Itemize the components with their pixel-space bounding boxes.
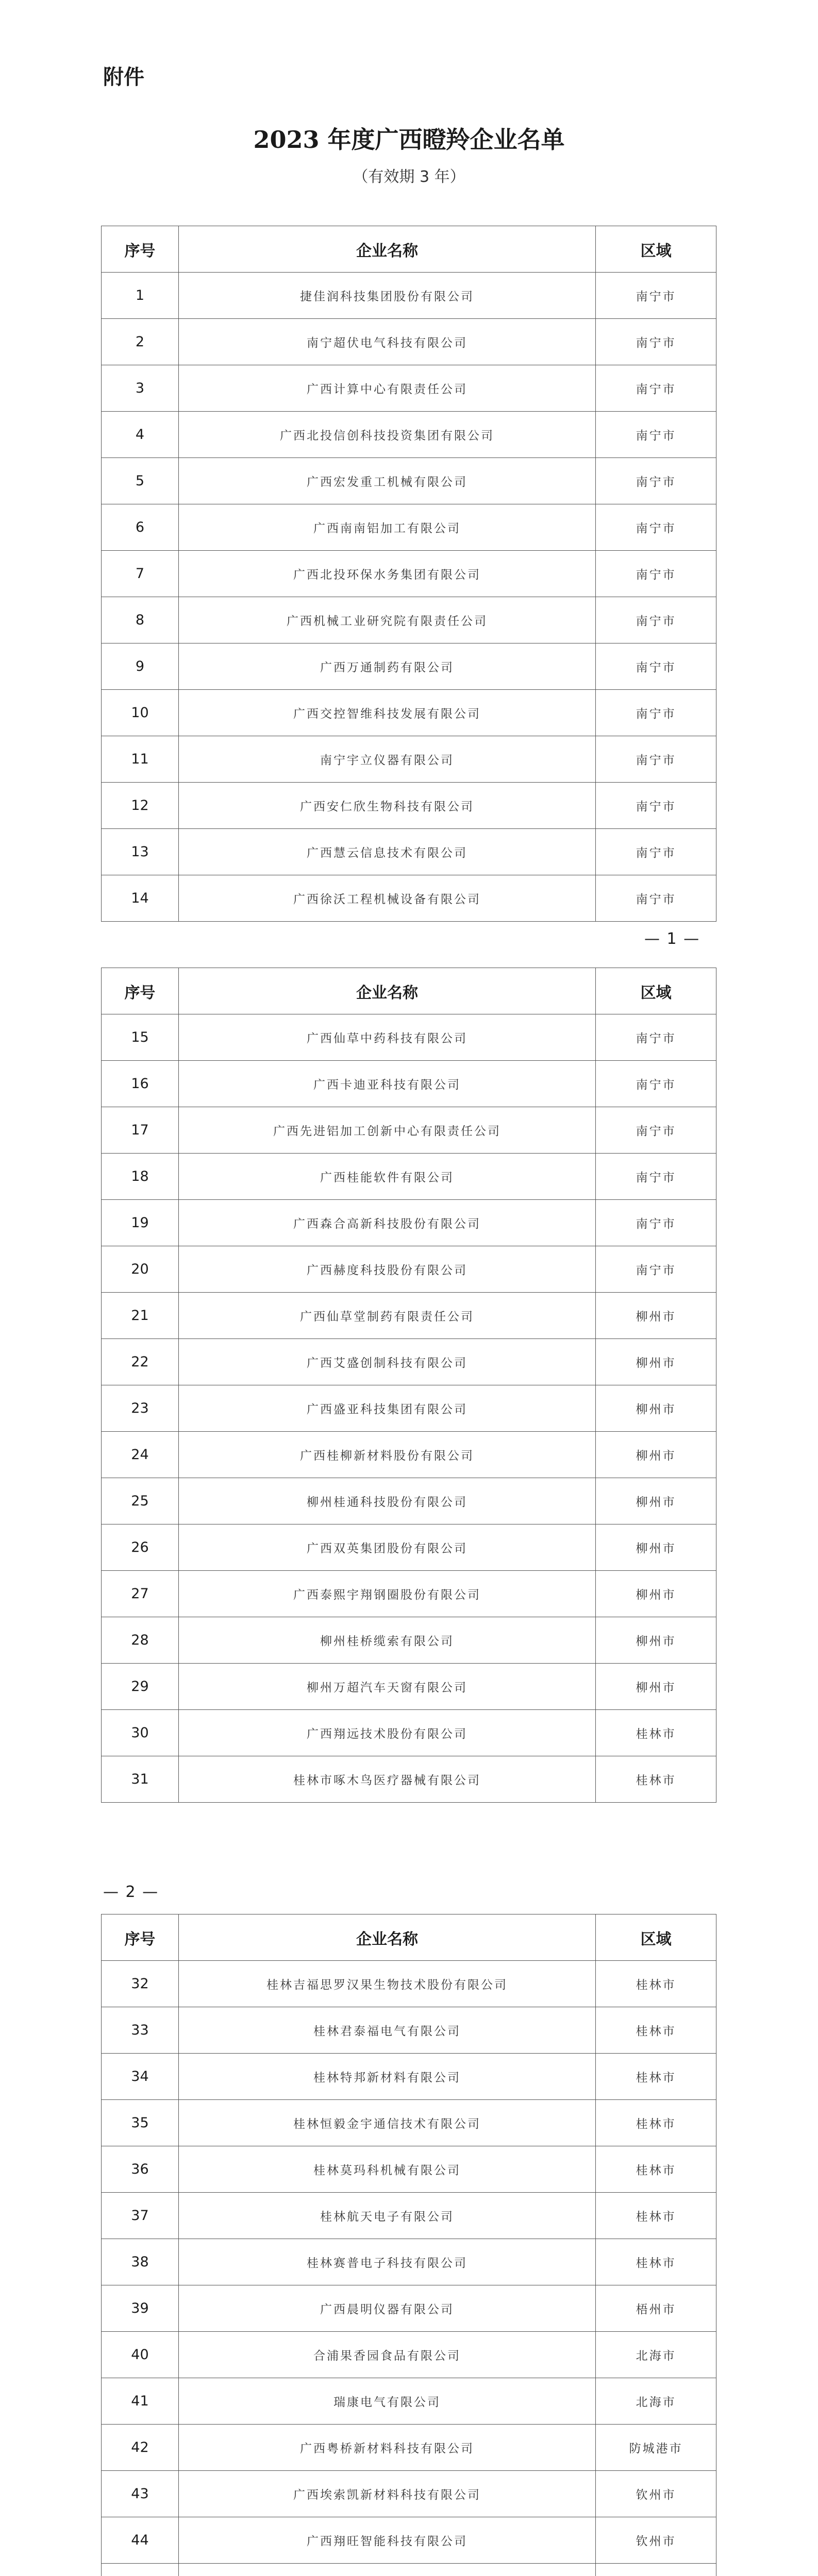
table-row	[102, 1385, 716, 1432]
row-index: 21	[102, 1293, 179, 1339]
company-name: 桂林莫玛科机械有限公司	[178, 2146, 595, 2193]
company-name: 广西森合高新科技股份有限公司	[178, 1200, 595, 1246]
row-index: 39	[102, 2285, 179, 2332]
table-row	[102, 1961, 716, 2007]
table-row	[102, 2471, 716, 2517]
region: 柳州市	[596, 1617, 716, 1664]
company-name: 桂林君泰福电气有限公司	[178, 2007, 595, 2054]
company-name: 桂林市啄木鸟医疗器械有限公司	[178, 1756, 595, 1803]
company-name: 广西先进铝加工创新中心有限责任公司	[178, 1107, 595, 1154]
region: 桂林市	[596, 1756, 716, 1803]
company-name: 广西卡迪亚科技有限公司	[178, 1061, 595, 1107]
region: 柳州市	[596, 1339, 716, 1385]
company-name: 南宁宇立仪器有限公司	[178, 736, 595, 783]
table-row	[102, 2100, 716, 2146]
company-name: 柳州万超汽车天窗有限公司	[178, 1664, 595, 1710]
region: 南宁市	[596, 273, 716, 319]
table-row	[102, 2054, 716, 2100]
region: 南宁市	[596, 551, 716, 597]
region: 南宁市	[596, 690, 716, 736]
row-index: 31	[102, 1756, 179, 1803]
region: 钦州市	[596, 2517, 716, 2564]
row-index: 7	[102, 551, 179, 597]
row-index: 14	[102, 875, 179, 922]
table-row	[102, 829, 716, 875]
company-name: 广西仙草堂制药有限责任公司	[178, 1293, 595, 1339]
table-row	[102, 2425, 716, 2471]
row-index: 4	[102, 412, 179, 458]
company-table	[101, 968, 716, 1803]
row-index: 17	[102, 1107, 179, 1154]
table-row	[102, 504, 716, 551]
region: 北海市	[596, 2378, 716, 2425]
region: 南宁市	[596, 736, 716, 783]
table-header-row	[102, 1914, 716, 1961]
table-row	[102, 875, 716, 922]
row-index: 43	[102, 2471, 179, 2517]
attachment-label: 附件	[103, 65, 144, 89]
table-row	[102, 1061, 716, 1107]
company-name: 广西翔远技术股份有限公司	[178, 1710, 595, 1756]
table-row	[102, 2378, 716, 2425]
row-index: 12	[102, 783, 179, 829]
company-name: 广西桂能软件有限公司	[178, 1154, 595, 1200]
company-name: 广西机械工业研究院有限责任公司	[178, 597, 595, 643]
region: 桂林市	[596, 2239, 716, 2285]
region: 柳州市	[596, 1664, 716, 1710]
row-index: 28	[102, 1617, 179, 1664]
table-row	[102, 1571, 716, 1617]
region: 钦州市	[596, 2471, 716, 2517]
company-name: 瑞康电气有限公司	[178, 2378, 595, 2425]
header-company-name: 企业名称	[178, 1914, 595, 1961]
header-index: 序号	[102, 1914, 179, 1961]
table-row	[102, 1154, 716, 1200]
region: 南宁市	[596, 875, 716, 922]
region: 桂林市	[596, 2007, 716, 2054]
table-row	[102, 1293, 716, 1339]
company-name: 广西北投环保水务集团有限公司	[178, 551, 595, 597]
table-row	[102, 551, 716, 597]
region: 柳州市	[596, 1432, 716, 1478]
region: 桂林市	[596, 1961, 716, 2007]
region: 柳州市	[596, 1571, 716, 1617]
row-index: 41	[102, 2378, 179, 2425]
company-name: 桂林恒毅金宇通信技术有限公司	[178, 2100, 595, 2146]
table-row	[102, 736, 716, 783]
table-header-row	[102, 226, 716, 273]
region: 南宁市	[596, 829, 716, 875]
header-region: 区域	[596, 968, 716, 1014]
row-index: 36	[102, 2146, 179, 2193]
row-index: 2	[102, 319, 179, 365]
row-index: 30	[102, 1710, 179, 1756]
table-row	[102, 2285, 716, 2332]
table-row	[102, 2564, 716, 2576]
row-index: 8	[102, 597, 179, 643]
table-row	[102, 2146, 716, 2193]
row-index: 27	[102, 1571, 179, 1617]
row-index: 10	[102, 690, 179, 736]
table-row	[102, 1432, 716, 1478]
region: 梧州市	[596, 2285, 716, 2332]
table-row	[102, 1664, 716, 1710]
company-name: 广西计算中心有限责任公司	[178, 365, 595, 412]
table-row	[102, 365, 716, 412]
table-row	[102, 1756, 716, 1803]
region: 南宁市	[596, 1154, 716, 1200]
company-name: 广西翔旺智能科技有限公司	[178, 2517, 595, 2564]
table-row	[102, 2007, 716, 2054]
table-row	[102, 458, 716, 504]
company-name: 桂林航天电子有限公司	[178, 2193, 595, 2239]
table-row	[102, 2193, 716, 2239]
region: 桂林市	[596, 2146, 716, 2193]
region: 桂林市	[596, 1710, 716, 1756]
company-name	[178, 2564, 595, 2576]
table-row	[102, 2517, 716, 2564]
row-index: 13	[102, 829, 179, 875]
region: 南宁市	[596, 458, 716, 504]
table-header-row	[102, 968, 716, 1014]
company-name: 广西安仁欣生物科技有限公司	[178, 783, 595, 829]
table-row	[102, 1107, 716, 1154]
page-number: — 1 —	[644, 930, 700, 948]
company-name: 广西埃索凯新材料科技有限公司	[178, 2471, 595, 2517]
table-row	[102, 1617, 716, 1664]
header-company-name: 企业名称	[178, 968, 595, 1014]
region: 南宁市	[596, 504, 716, 551]
region: 柳州市	[596, 1478, 716, 1524]
row-index: 34	[102, 2054, 179, 2100]
region: 防城港市	[596, 2425, 716, 2471]
page-number: — 2 —	[103, 1883, 159, 1901]
region: 桂林市	[596, 2193, 716, 2239]
company-name: 广西北投信创科技投资集团有限公司	[178, 412, 595, 458]
company-name: 广西交控智维科技发展有限公司	[178, 690, 595, 736]
company-name: 广西桂柳新材料股份有限公司	[178, 1432, 595, 1478]
region: 桂林市	[596, 2100, 716, 2146]
region: 柳州市	[596, 1524, 716, 1571]
header-region: 区域	[596, 1914, 716, 1961]
row-index: 40	[102, 2332, 179, 2378]
header-region: 区域	[596, 226, 716, 273]
row-index: 44	[102, 2517, 179, 2564]
region: 南宁市	[596, 412, 716, 458]
row-index: 35	[102, 2100, 179, 2146]
row-index: 29	[102, 1664, 179, 1710]
region: 北海市	[596, 2332, 716, 2378]
header-company-name: 企业名称	[178, 226, 595, 273]
row-index: 42	[102, 2425, 179, 2471]
document-title: 2023 年度广西瞪羚企业名单	[253, 126, 565, 154]
row-index: 23	[102, 1385, 179, 1432]
row-index: 33	[102, 2007, 179, 2054]
region: 南宁市	[596, 1246, 716, 1293]
region: 南宁市	[596, 597, 716, 643]
row-index: 9	[102, 643, 179, 690]
company-name: 广西宏发重工机械有限公司	[178, 458, 595, 504]
table-row	[102, 690, 716, 736]
table-row	[102, 319, 716, 365]
table-row	[102, 2239, 716, 2285]
region: 南宁市	[596, 365, 716, 412]
company-name: 广西南南铝加工有限公司	[178, 504, 595, 551]
region: 南宁市	[596, 1200, 716, 1246]
row-index: 26	[102, 1524, 179, 1571]
company-name: 柳州桂通科技股份有限公司	[178, 1478, 595, 1524]
row-index: 25	[102, 1478, 179, 1524]
row-index	[102, 2564, 179, 2576]
table-row	[102, 1200, 716, 1246]
company-name: 南宁超伏电气科技有限公司	[178, 319, 595, 365]
company-name: 广西仙草中药科技有限公司	[178, 1014, 595, 1061]
table-row	[102, 597, 716, 643]
company-name: 广西赫度科技股份有限公司	[178, 1246, 595, 1293]
table-row	[102, 1246, 716, 1293]
row-index: 6	[102, 504, 179, 551]
region: 南宁市	[596, 783, 716, 829]
region: 南宁市	[596, 319, 716, 365]
company-name: 广西徐沃工程机械设备有限公司	[178, 875, 595, 922]
region: 桂林市	[596, 2054, 716, 2100]
table-row	[102, 412, 716, 458]
row-index: 3	[102, 365, 179, 412]
table-row	[102, 783, 716, 829]
row-index: 15	[102, 1014, 179, 1061]
company-name: 广西万通制药有限公司	[178, 643, 595, 690]
company-name: 柳州桂桥缆索有限公司	[178, 1617, 595, 1664]
row-index: 16	[102, 1061, 179, 1107]
row-index: 11	[102, 736, 179, 783]
region: 南宁市	[596, 1014, 716, 1061]
company-name: 广西慧云信息技术有限公司	[178, 829, 595, 875]
row-index: 38	[102, 2239, 179, 2285]
validity-subtitle: （有效期 3 年）	[353, 168, 465, 186]
company-name: 广西粤桥新材料科技有限公司	[178, 2425, 595, 2471]
row-index: 20	[102, 1246, 179, 1293]
company-table	[101, 226, 716, 922]
region: 柳州市	[596, 1385, 716, 1432]
row-index: 18	[102, 1154, 179, 1200]
table-row	[102, 273, 716, 319]
company-name: 捷佳润科技集团股份有限公司	[178, 273, 595, 319]
row-index: 19	[102, 1200, 179, 1246]
company-name: 广西晨明仪器有限公司	[178, 2285, 595, 2332]
row-index: 22	[102, 1339, 179, 1385]
table-row	[102, 1524, 716, 1571]
table-row	[102, 1014, 716, 1061]
table-row	[102, 1478, 716, 1524]
table-row	[102, 1710, 716, 1756]
company-name: 桂林特邦新材料有限公司	[178, 2054, 595, 2100]
row-index: 32	[102, 1961, 179, 2007]
row-index: 5	[102, 458, 179, 504]
row-index: 24	[102, 1432, 179, 1478]
company-name: 合浦果香园食品有限公司	[178, 2332, 595, 2378]
company-name: 广西泰熙宇翔钢圈股份有限公司	[178, 1571, 595, 1617]
row-index: 1	[102, 273, 179, 319]
company-name: 广西艾盛创制科技有限公司	[178, 1339, 595, 1385]
company-name: 广西盛亚科技集团有限公司	[178, 1385, 595, 1432]
region	[596, 2564, 716, 2576]
header-index: 序号	[102, 968, 179, 1014]
region: 南宁市	[596, 1061, 716, 1107]
region: 南宁市	[596, 643, 716, 690]
table-row	[102, 1339, 716, 1385]
company-name: 桂林吉福思罗汉果生物技术股份有限公司	[178, 1961, 595, 2007]
table-row	[102, 643, 716, 690]
table-row	[102, 2332, 716, 2378]
company-name: 桂林赛普电子科技有限公司	[178, 2239, 595, 2285]
region: 柳州市	[596, 1293, 716, 1339]
company-name: 广西双英集团股份有限公司	[178, 1524, 595, 1571]
row-index: 37	[102, 2193, 179, 2239]
header-index: 序号	[102, 226, 179, 273]
company-table	[101, 1914, 716, 2576]
region: 南宁市	[596, 1107, 716, 1154]
